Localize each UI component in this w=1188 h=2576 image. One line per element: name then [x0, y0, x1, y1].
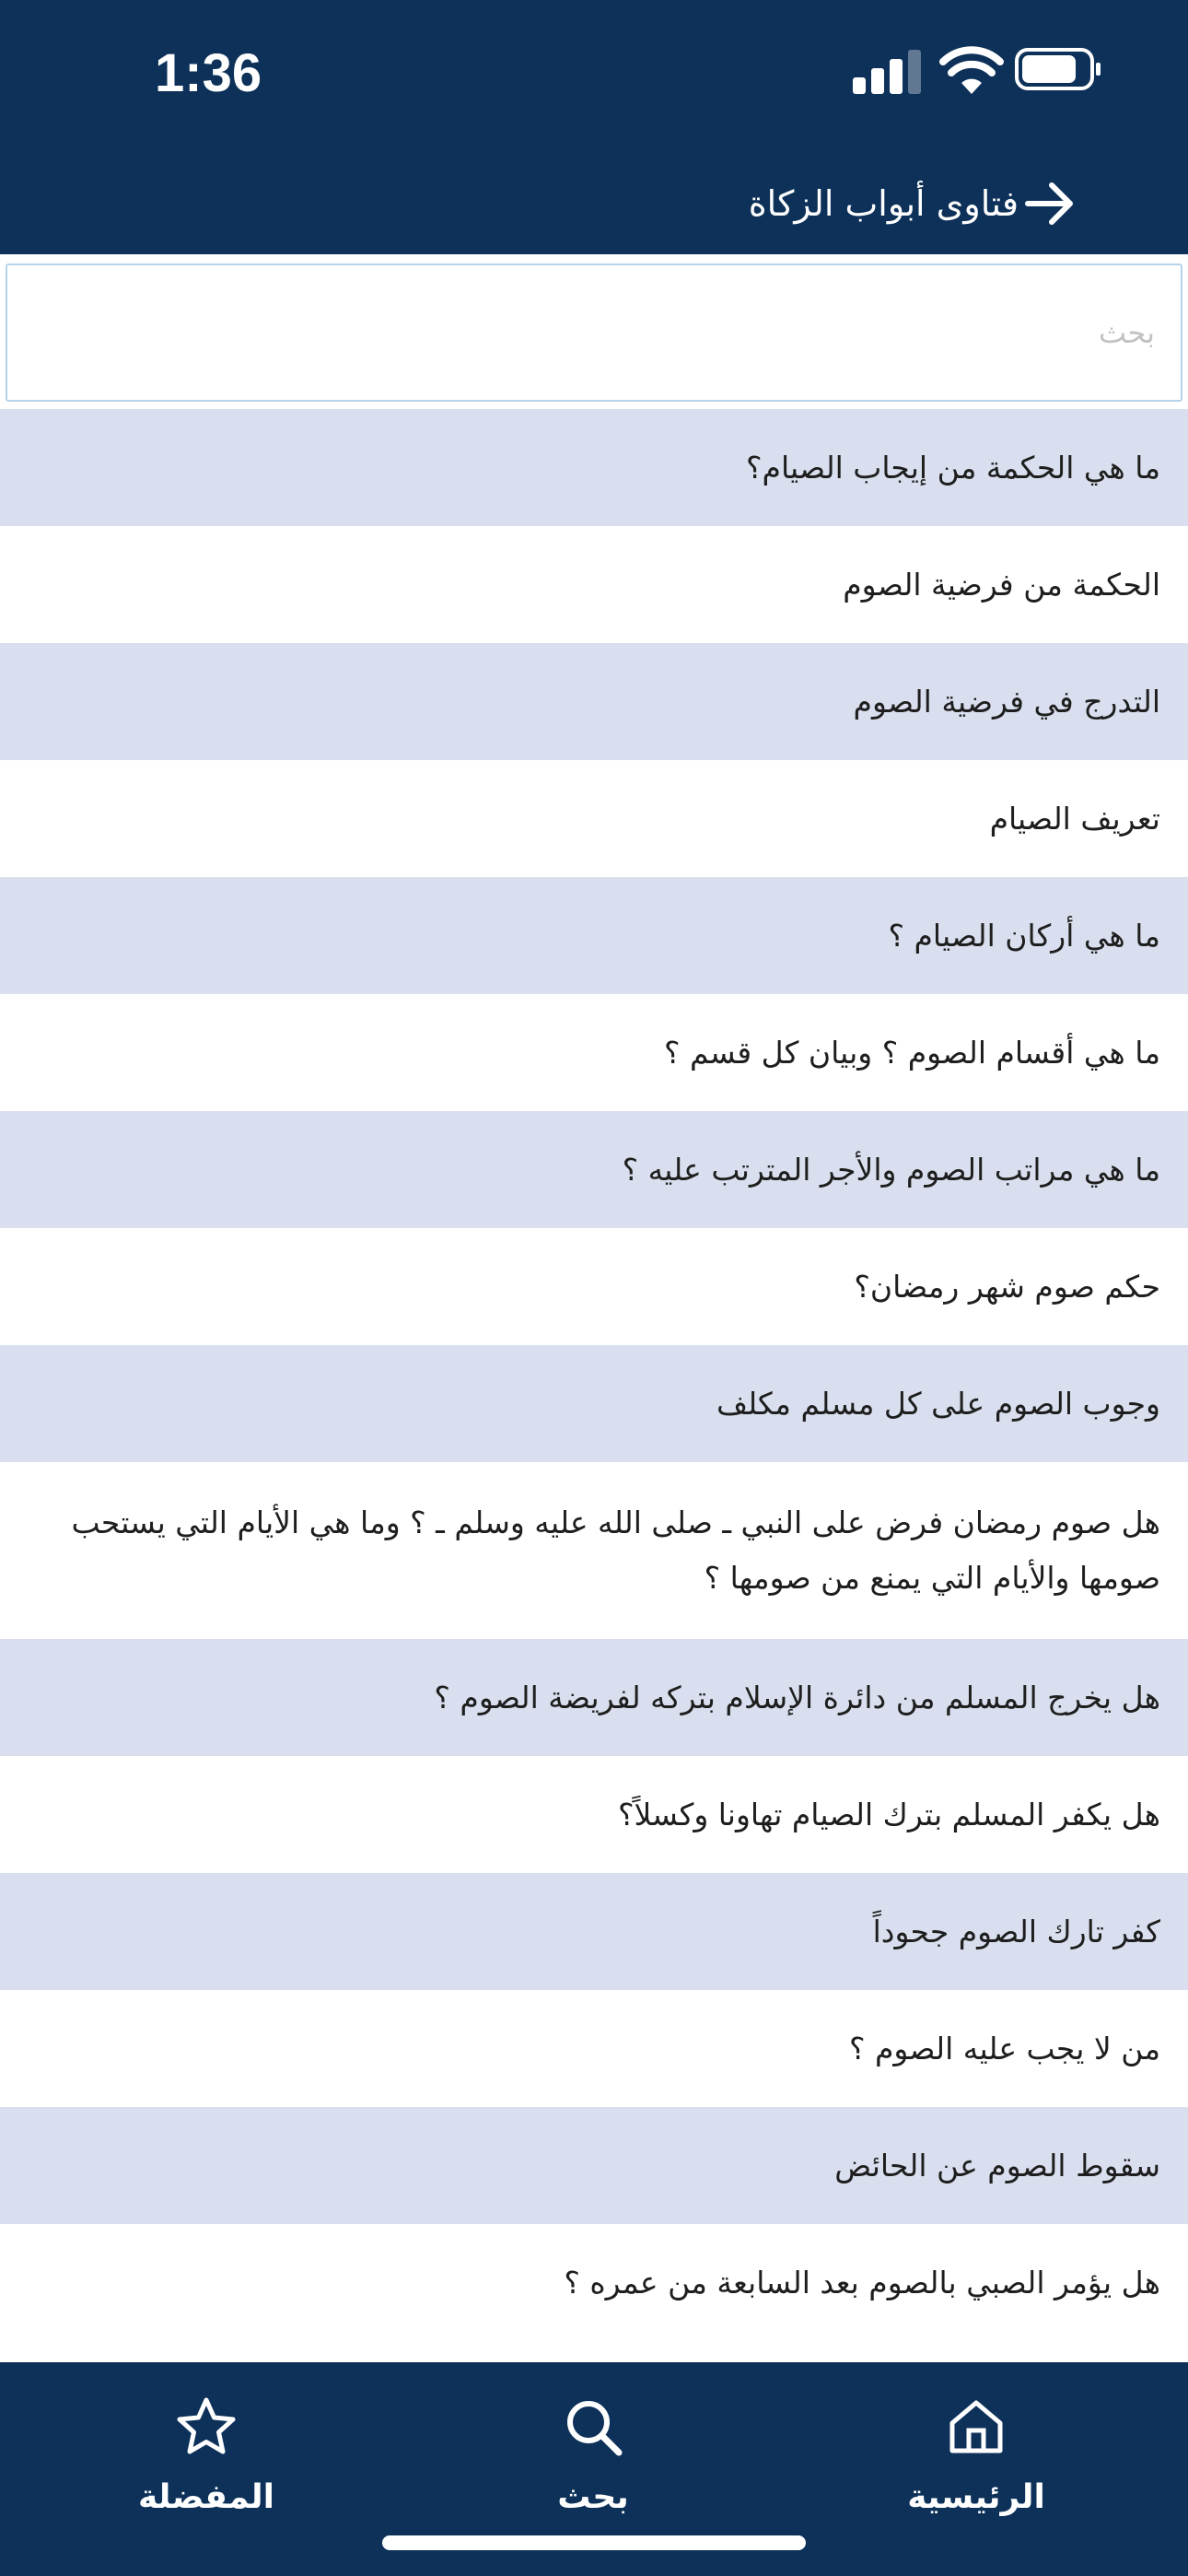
list-item[interactable]: تعريف الصيام: [0, 760, 1188, 877]
navigation-bar: [0, 162, 1188, 245]
tab-home[interactable]: [856, 2383, 1096, 2548]
list-item[interactable]: حكم صوم شهر رمضان؟: [0, 1228, 1188, 1345]
list-item[interactable]: كفر تارك الصوم جحوداً: [0, 1873, 1188, 1990]
list-item[interactable]: سقوط الصوم عن الحائض: [0, 2107, 1188, 2224]
search-input[interactable]: [6, 263, 1182, 402]
list-item[interactable]: وجوب الصوم على كل مسلم مكلف: [0, 1345, 1188, 1462]
list-item[interactable]: ما هي أركان الصيام ؟: [0, 877, 1188, 994]
tab-search-label: بحث: [557, 2478, 629, 2516]
list-item[interactable]: هل يؤمر الصبي بالصوم بعد السابعة من عمره ؟: [0, 2224, 1188, 2341]
wifi-icon: [939, 44, 1004, 96]
tab-search[interactable]: [473, 2383, 713, 2548]
battery-icon: [1015, 46, 1103, 92]
list-item[interactable]: هل يخرج المسلم من دائرة الإسلام بتركه لفريضة الصوم ؟: [0, 1639, 1188, 1756]
page-title: فتاوى أبواب الزكاة: [748, 183, 1019, 224]
search-container: [0, 254, 1188, 409]
home-icon: [945, 2395, 1007, 2458]
status-time: 1:36: [155, 43, 262, 103]
home-indicator: [382, 2535, 806, 2550]
status-icons: [853, 41, 1101, 105]
list-item[interactable]: هل صوم رمضان فرض على النبي ـ صلى الله عليه وسلم ـ ؟ وما هي الأيام التي يستحب صومها والأيام التي يمنع من صومها ؟: [0, 1462, 1188, 1639]
arrow-right-icon: [1022, 176, 1077, 231]
list-item[interactable]: ما هي أقسام الصوم ؟ وبيان كل قسم ؟: [0, 994, 1188, 1111]
fatwa-list: [0, 409, 1188, 2362]
back-button[interactable]: [1022, 162, 1133, 245]
tab-favorites[interactable]: [87, 2383, 326, 2548]
list-item[interactable]: من لا يجب عليه الصوم ؟: [0, 1990, 1188, 2107]
search-icon: [562, 2395, 624, 2458]
list-item[interactable]: الحكمة من فرضية الصوم: [0, 526, 1188, 643]
list-item[interactable]: هل يكفر المسلم بترك الصيام تهاونا وكسلاً؟: [0, 1756, 1188, 1873]
list-item[interactable]: التدرج في فرضية الصوم: [0, 643, 1188, 760]
list-item[interactable]: ما هي مراتب الصوم والأجر المترتب عليه ؟: [0, 1111, 1188, 1228]
tab-home-label: الرئيسية: [907, 2478, 1045, 2516]
list-item[interactable]: ما هي الحكمة من إيجاب الصيام؟: [0, 409, 1188, 526]
star-icon: [175, 2395, 238, 2458]
tab-favorites-label: المفضلة: [138, 2478, 274, 2516]
cellular-signal-icon: [853, 50, 922, 94]
app-header: [0, 0, 1188, 254]
